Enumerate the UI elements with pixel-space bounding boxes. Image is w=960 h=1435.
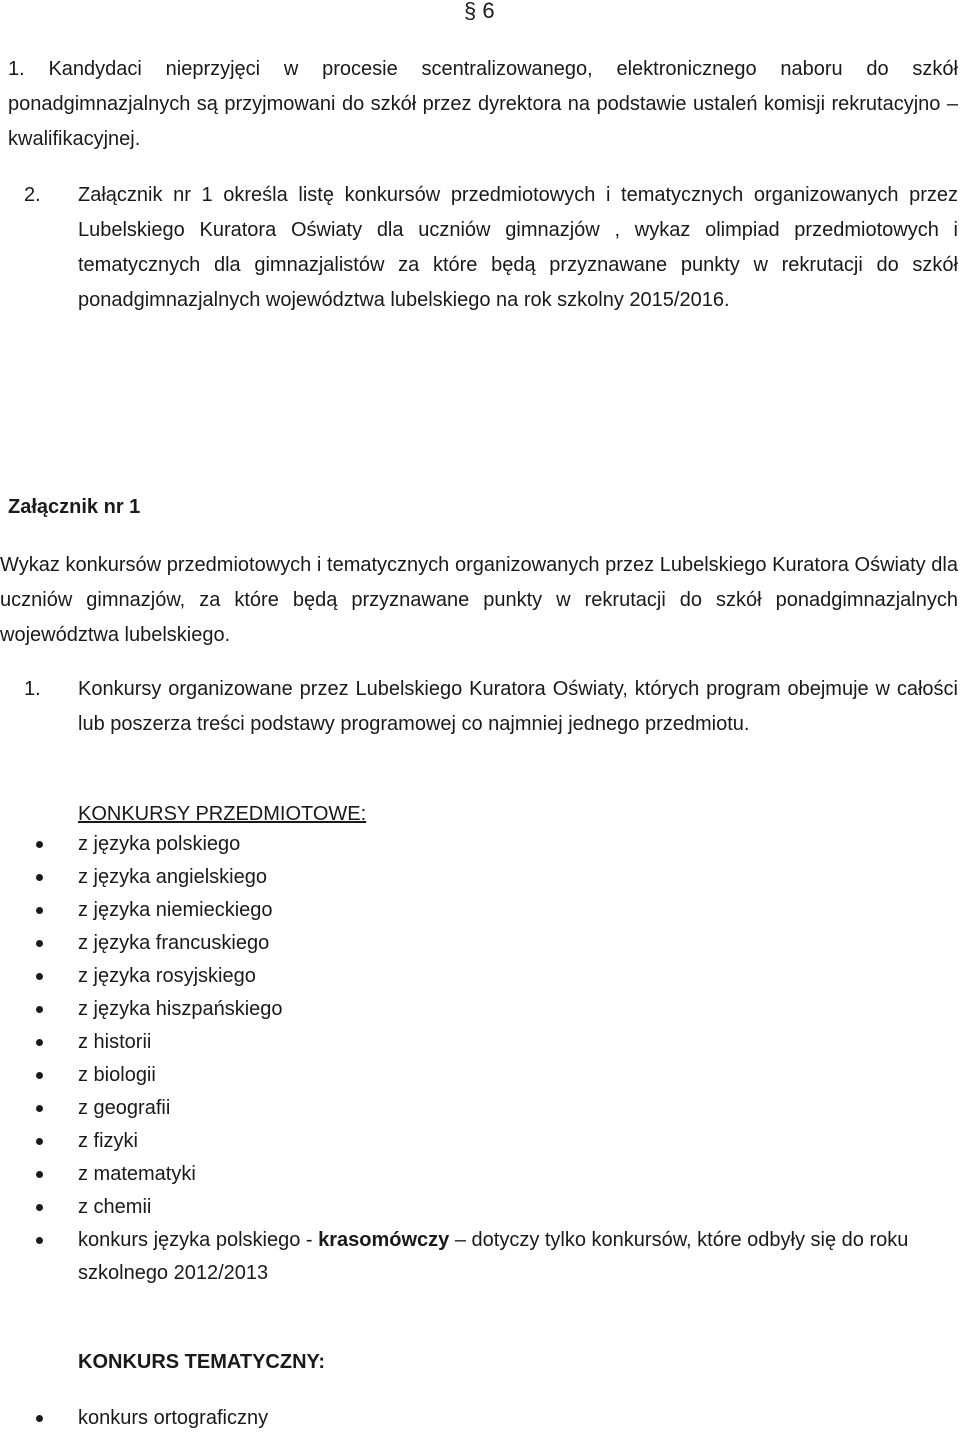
list-item-1-text: Konkursy organizowane przez Lubelskiego Kuratora Oświaty, których program obejmuje w całości lub poszerza treści podstawy programowej co najmniej jednego przedmiotu. <box>78 678 958 735</box>
list-item: z języka angielskiego <box>0 861 958 894</box>
bullet-icon <box>36 1072 43 1079</box>
list-item: z matematyki <box>0 1158 958 1191</box>
list-item: z języka polskiego <box>0 828 958 861</box>
bullet-icon <box>36 1171 43 1178</box>
subject-contests-list <box>0 828 958 1290</box>
list-item: z chemii <box>0 1191 958 1224</box>
list-item: z geografii <box>0 1092 958 1125</box>
list-item: z języka niemieckiego <box>0 894 958 927</box>
list-item: z fizyki <box>0 1125 958 1158</box>
list-item-1 <box>24 672 958 742</box>
bullet-icon <box>36 973 43 980</box>
list-item: konkurs ortograficzny <box>0 1402 958 1435</box>
thematic-contest-list <box>0 1402 958 1435</box>
bullet-icon <box>36 1105 43 1112</box>
paragraph-2-number: 2. <box>24 184 41 206</box>
krasomowczy-label: krasomówczy <box>318 1229 450 1251</box>
bullet-icon <box>36 1138 43 1145</box>
bullet-icon <box>36 1006 43 1013</box>
annex-title: Załącznik nr 1 <box>8 496 141 518</box>
paragraph-1: 1. Kandydaci nieprzyjęci w procesie scentralizowanego, elektronicznego naboru do szkół ponadgimnazjalnych są przyjmowani do szkół przez dyrektora na podstawie ustaleń komisji rekrutacyjno – kwalifikacyjnej. <box>8 58 958 150</box>
list-item: z języka francuskiego <box>0 927 958 960</box>
list-item: z historii <box>0 1026 958 1059</box>
bullet-icon <box>36 841 43 848</box>
paragraph-2-text: Załącznik nr 1 określa listę konkursów przedmiotowych i tematycznych organizowanych przez Lubelskiego Kuratora Oświaty dla uczniów gimnazjów , wykaz olimpiad przedmiotowych i tematycznych dla gimnazjalistów za które będą przyznawane punkty w rekrutacji do szkół ponadgimnazjalnych województwa lubelskiego na rok szkolny 2015/2016. <box>78 184 958 311</box>
list-item: z języka hiszpańskiego <box>0 993 958 1026</box>
bullet-icon <box>36 907 43 914</box>
paragraph-2 <box>24 178 958 318</box>
bullet-icon <box>36 1237 43 1244</box>
list-item: z języka rosyjskiego <box>0 960 958 993</box>
list-item: z biologii <box>0 1059 958 1092</box>
bullet-icon <box>36 940 43 947</box>
bullet-icon <box>36 874 43 881</box>
bullet-icon <box>36 1039 43 1046</box>
bullet-icon <box>36 1204 43 1211</box>
thematic-contest-heading: KONKURS TEMATYCZNY: <box>78 1351 326 1373</box>
list-item-krasomowczy: konkurs języka polskiego - krasomówczy – dotyczy tylko konkursów, które odbyły się do roku szkolnego 2012/2013 <box>0 1224 958 1290</box>
bullet-icon <box>36 1415 43 1422</box>
list-item-1-number: 1. <box>24 678 41 700</box>
annex-description: Wykaz konkursów przedmiotowych i tematycznych organizowanych przez Lubelskiego Kuratora Oświaty dla uczniów gimnazjów, za które będą przyznawane punkty w rekrutacji do szkół ponadgimnazjalnych województwa lubelskiego. <box>0 554 958 646</box>
subject-contests-heading: KONKURSY PRZEDMIOTOWE: <box>78 803 367 825</box>
section-number: § 6 <box>464 0 495 23</box>
